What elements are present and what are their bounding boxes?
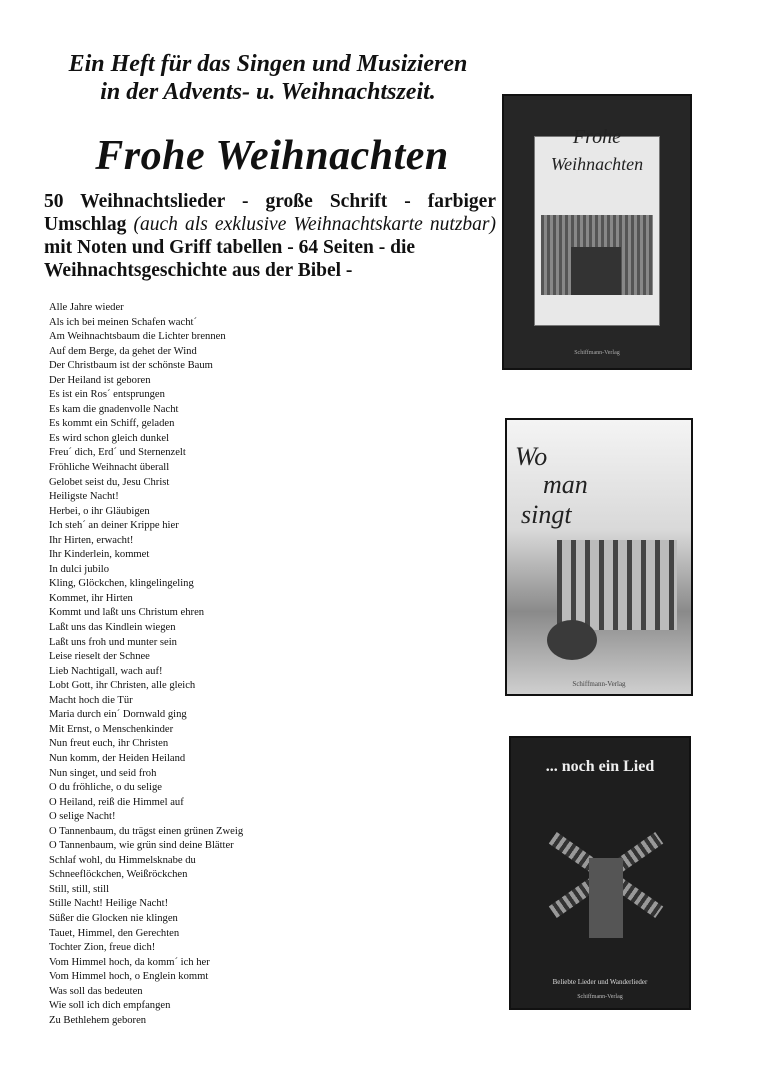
song-item: Als ich bei meinen Schafen wacht´ (49, 316, 197, 328)
cover1-title-line-1: Frohe (572, 126, 622, 148)
song-item: Nun komm, der Heiden Heiland (49, 752, 186, 764)
song-item: Tauet, Himmel, den Gerechten (49, 927, 180, 939)
song-item: Still, still, still (49, 883, 110, 895)
cover1-title-line-2: Weihnachten (550, 154, 644, 174)
header-line-2: in der Advents- u. Weihnachtszeit. (100, 79, 436, 105)
song-item: Es kommt ein Schiff, geladen (49, 418, 175, 430)
song-item: Süßer die Glocken nie klingen (49, 912, 178, 924)
description-part-3: mit Noten und Griff tabellen - 64 Seiten - die (44, 237, 416, 258)
song-item: Heiligste Nacht! (49, 491, 119, 503)
cover-frohe-weihnachten (502, 94, 692, 370)
song-item: Maria durch ein´ Dornwald ging (49, 709, 187, 721)
song-item: O Tannenbaum, du trägst einen grünen Zweig (49, 825, 244, 837)
song-item: Zu Bethlehem geboren (49, 1014, 147, 1026)
song-item: Tochter Zion, freue dich! (49, 942, 156, 954)
song-list (49, 301, 243, 1028)
song-item: Vom Himmel hoch, o Englein kommt (49, 971, 209, 983)
cover2-bush (547, 620, 597, 660)
cover2-title-line-1: Wo (515, 442, 548, 471)
song-item: O Tannenbaum, wie grün sind deine Blätter (49, 840, 234, 852)
song-item: In dulci jubilo (49, 563, 110, 575)
description-part-2: (auch als exklusive Weihnachtskarte nutzbar) (133, 214, 496, 235)
song-item: Herbei, o ihr Gläubigen (49, 505, 150, 517)
cover-wo-man-singt (505, 418, 693, 696)
song-item: Wie soll ich dich empfangen (49, 1000, 171, 1012)
song-item: Auf dem Berge, da gehet der Wind (49, 345, 197, 357)
song-item: Ich steh´ an deiner Krippe hier (49, 520, 179, 532)
cover3-publisher-line-2: Schiffmann-Verlag (577, 994, 623, 1000)
song-item: Es kam die gnadenvolle Nacht (49, 403, 179, 415)
header (38, 50, 498, 106)
cover3-title: ... noch ein Lied (545, 758, 655, 775)
song-item: Nun singet, und seid froh (49, 767, 157, 779)
song-item: Nun freut euch, ihr Christen (49, 738, 169, 750)
song-item: O du fröhliche, o du selige (49, 782, 162, 794)
cover2-building (557, 540, 677, 630)
song-item: Vom Himmel hoch, da komm´ ich her (49, 956, 210, 968)
song-item: Es wird schon gleich dunkel (49, 432, 170, 444)
song-item: Kommet, ihr Hirten (49, 592, 133, 604)
song-item: Stille Nacht! Heilige Nacht! (49, 898, 169, 910)
song-item: Am Weihnachtsbaum die Lichter brennen (49, 331, 226, 343)
windmill-tower (589, 858, 623, 938)
song-item: Kling, Glöckchen, klingelingeling (49, 578, 194, 590)
song-item: Lieb Nachtigall, wach auf! (49, 665, 163, 677)
cover-house-silhouette (571, 247, 621, 295)
cover2-title-line-3: singt (521, 500, 572, 529)
song-item: Macht hoch die Tür (49, 694, 133, 706)
song-item: Es ist ein Ros´ entsprungen (49, 389, 165, 401)
song-item: Laßt uns das Kindlein wiegen (49, 622, 176, 634)
song-item: O Heiland, reiß die Himmel auf (49, 796, 184, 808)
page-title: Frohe Weihnachten (95, 133, 449, 179)
song-item: Fröhliche Weihnacht überall (49, 462, 170, 474)
description-part-1: 50 Weihnachtslieder - große Schrift - farbiger Umschlag (44, 191, 496, 235)
song-item: Freu´ dich, Erd´ und Sternenzelt (49, 447, 186, 459)
song-item: Laßt uns froh und munter sein (49, 636, 177, 648)
song-item: Was soll das bedeuten (49, 985, 143, 997)
description (44, 190, 496, 282)
song-item: Der Christbaum ist der schönste Baum (49, 360, 213, 372)
song-item: Kommt und laßt uns Christum ehren (49, 607, 205, 619)
cover3-publisher-line-1: Beliebte Lieder und Wanderlieder (552, 978, 648, 986)
song-item: Mit Ernst, o Menschenkinder (49, 723, 174, 735)
song-item: Ihr Kinderlein, kommet (49, 549, 150, 561)
song-item: Der Heiland ist geboren (49, 374, 151, 386)
cover1-publisher: Schiffmann-Verlag (574, 350, 620, 356)
song-item: Alle Jahre wieder (49, 302, 124, 313)
song-item: Gelobet seist du, Jesu Christ (49, 476, 170, 488)
song-item: Leise rieselt der Schnee (49, 651, 150, 663)
song-item: O selige Nacht! (49, 811, 116, 823)
cover2-title-line-2: man (543, 470, 588, 499)
header-line-1: Ein Heft für das Singen und Musizieren (68, 51, 468, 77)
song-item: Schlaf wohl, du Himmelsknabe du (49, 854, 196, 866)
cover2-publisher: Schiffmann-Verlag (572, 680, 626, 688)
description-part-4: Weihnachtsgeschichte aus der Bibel - (44, 260, 353, 281)
cover-noch-ein-lied (509, 736, 691, 1010)
song-item: Ihr Hirten, erwacht! (49, 534, 134, 546)
song-item: Lobt Gott, ihr Christen, alle gleich (49, 680, 196, 692)
song-item: Schneeflöckchen, Weißröckchen (49, 869, 188, 881)
